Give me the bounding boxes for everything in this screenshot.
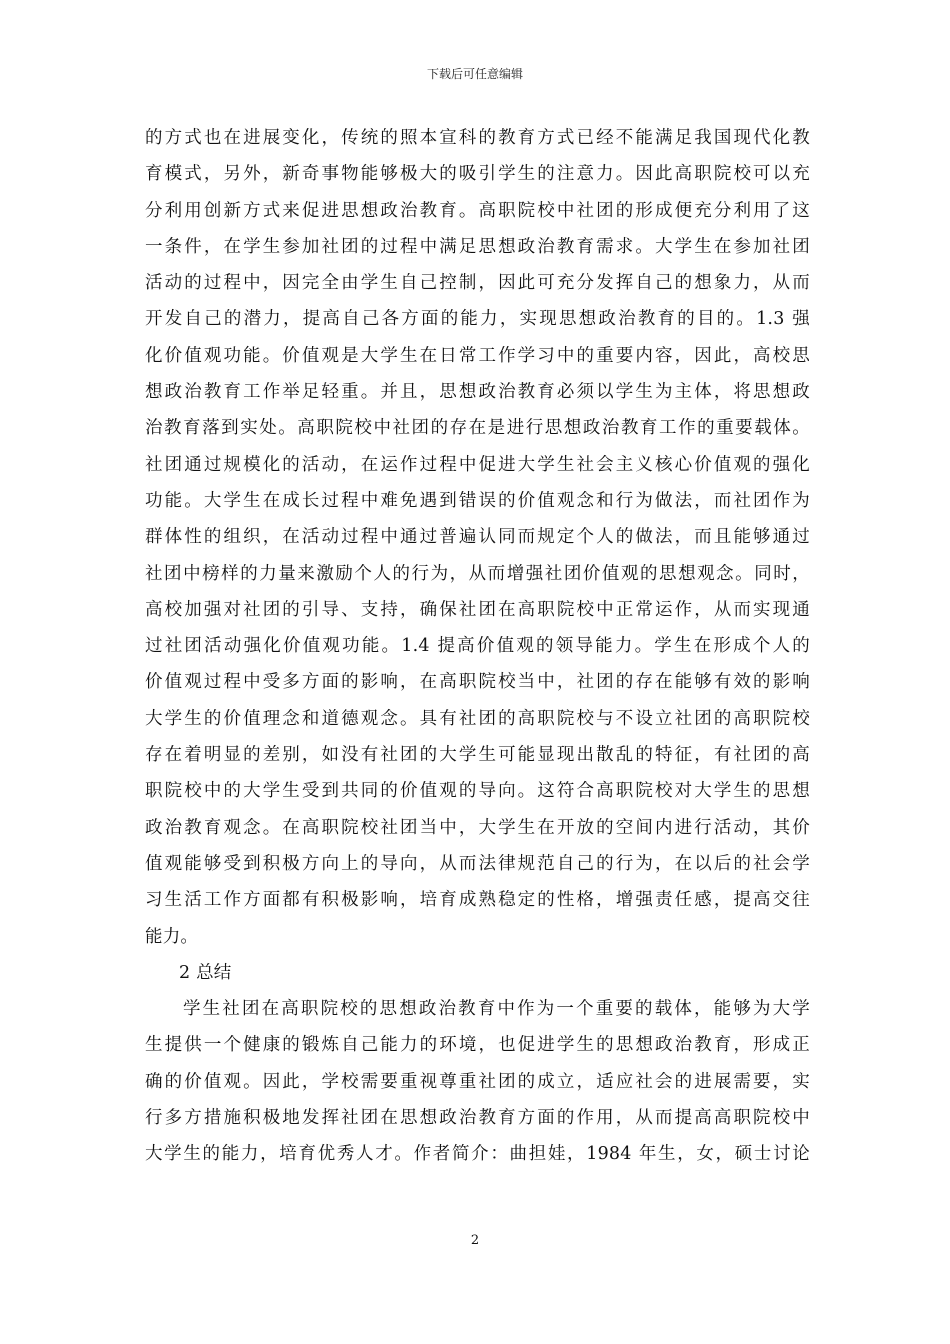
text-line: 大学生的能力，培育优秀人才。作者简介：曲担娃，1984 年生，女，硕士讨论 — [145, 1144, 810, 1165]
text-line: 社团通过规模化的活动，在运作过程中促进大学生社会主义核心价值观的强化 — [145, 454, 810, 475]
section-heading: 2 总结 — [179, 962, 232, 983]
text-line: 行多方措施积极地发挥社团在思想政治教育方面的作用，从而提高高职院校中 — [145, 1108, 810, 1129]
paragraph-2 — [145, 991, 810, 1172]
text-line: 学生社团在高职院校的思想政治教育中作为一个重要的载体，能够为大学 — [183, 999, 810, 1020]
header-note: 下载后可任意编辑 — [426, 67, 523, 81]
text-line: 开发自己的潜力，提高自己各方面的能力，实现思想政治教育的目的。1.3 强 — [145, 309, 810, 330]
text-line: 分利用创新方式来促进思想政治教育。高职院校中社团的形成便充分利用了这 — [145, 200, 810, 221]
text-line: 确的价值观。因此，学校需要重视尊重社团的成立，适应社会的进展需要，实 — [145, 1071, 810, 1092]
text-line: 存在着明显的差别，如没有社团的大学生可能显现出散乱的特征，有社团的高 — [145, 745, 810, 766]
document-body — [145, 120, 810, 1173]
page-number: 2 — [470, 1233, 480, 1248]
text-line: 职院校中的大学生受到共同的价值观的导向。这符合高职院校对大学生的思想 — [145, 781, 810, 802]
text-line: 大学生的价值理念和道德观念。具有社团的高职院校与不设立社团的高职院校 — [145, 708, 810, 729]
text-line: 价值观过程中受多方面的影响，在高职院校当中，社团的存在能够有效的影响 — [145, 672, 810, 693]
text-line: 化价值观功能。价值观是大学生在日常工作学习中的重要内容，因此，高校思 — [145, 345, 810, 366]
text-line: 社团中榜样的力量来激励个人的行为，从而增强社团价值观的思想观念。同时， — [145, 563, 810, 584]
text-line: 治教育落到实处。高职院校中社团的存在是进行思想政治教育工作的重要载体。 — [145, 418, 810, 439]
text-line: 活动的过程中，因完全由学生自己控制，因此可充分发挥自己的想象力，从而 — [145, 273, 810, 294]
text-line: 想政治教育工作举足轻重。并且，思想政治教育必须以学生为主体，将思想政 — [145, 382, 810, 403]
text-line: 值观能够受到积极方向上的导向，从而法律规范自己的行为，在以后的社会学 — [145, 853, 810, 874]
text-line: 政治教育观念。在高职院校社团当中，大学生在开放的空间内进行活动，其价 — [145, 817, 810, 838]
text-line: 功能。大学生在成长过程中难免遇到错误的价值观念和行为做法，而社团作为 — [145, 490, 810, 511]
text-line: 习生活工作方面都有积极影响，培育成熟稳定的性格，增强责任感，提高交往 — [145, 890, 810, 911]
text-line: 生提供一个健康的锻炼自己能力的环境，也促进学生的思想政治教育，形成正 — [145, 1035, 810, 1056]
text-line: 能力。 — [145, 926, 199, 947]
text-line: 高校加强对社团的引导、支持，确保社团在高职院校中正常运作，从而实现通 — [145, 599, 810, 620]
paragraph-1 — [145, 120, 810, 955]
text-line: 群体性的组织，在活动过程中通过普遍认同而规定个人的做法，而且能够通过 — [145, 527, 810, 548]
text-line: 的方式也在进展变化，传统的照本宣科的教育方式已经不能满足我国现代化教 — [145, 128, 810, 148]
text-line: 一条件，在学生参加社团的过程中满足思想政治教育需求。大学生在参加社团 — [145, 236, 810, 257]
text-line: 育模式，另外，新奇事物能够极大的吸引学生的注意力。因此高职院校可以充 — [145, 164, 810, 185]
text-line: 过社团活动强化价值观功能。1.4 提高价值观的领导能力。学生在形成个人的 — [145, 636, 810, 657]
